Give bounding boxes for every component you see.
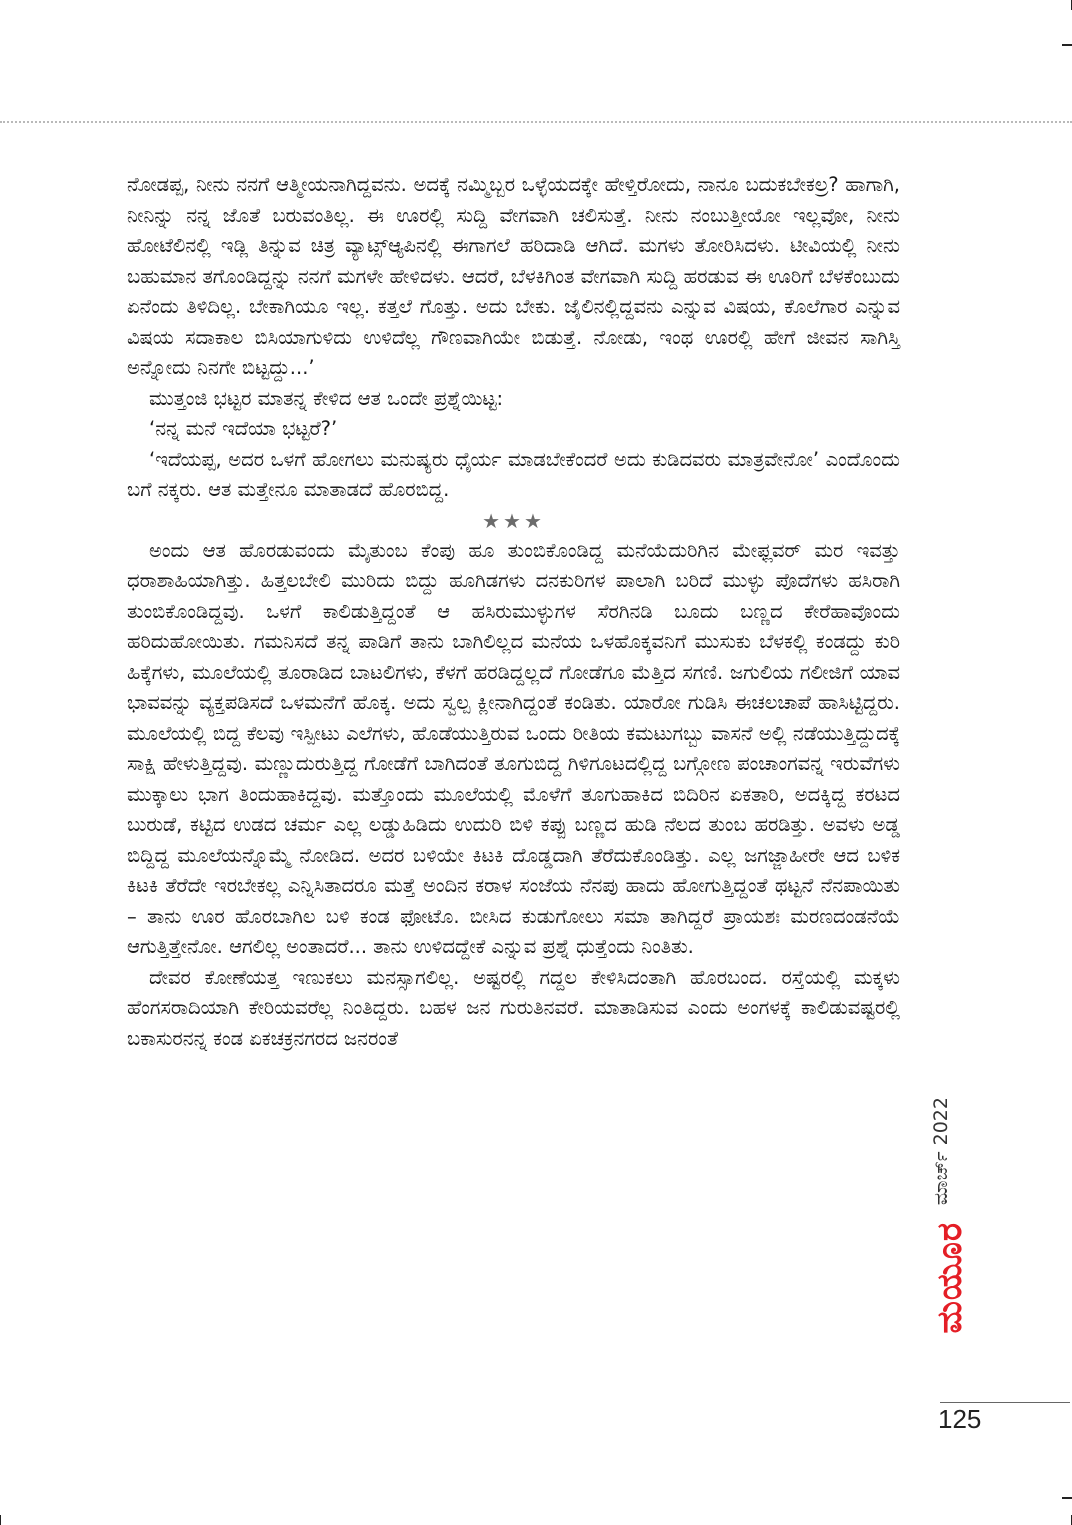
crop-mark-bottom-left (0, 1515, 1, 1525)
page-number-rule (940, 1402, 1070, 1403)
crop-mark-right-upper (1062, 44, 1072, 46)
paragraph-house-description: ಅಂದು ಆತ ಹೊರಡುವಂದು ಮೈತುಂಬ ಕೆಂಪು ಹೂ ತುಂಬಿಕೊಂಡಿದ್ದ ಮನೆಯೆದುರಿಗಿನ ಮೇಫ್ಲವರ್ ಮರ ಇವತ್ತು ಧರಾಶಾಹಿಯಾಗಿತ್ತು. ಹಿತ್ತಲಬೇಲಿ ಮುರಿದು ಬಿದ್ದು ಹೂಗಿಡಗಳು ದನಕುರಿಗಳ ಪಾಲಾಗಿ ಬರಿದೆ ಮುಳ್ಳು ಪೊದೆಗಳು ಹಸಿರಾಗಿ ತುಂಬಿಕೊಂಡಿದ್ದವು. ಒಳಗೆ ಕಾಲಿಡುತ್ತಿದ್ದಂತೆ ಆ ಹಸಿರುಮುಳ್ಳುಗಳ ಸೆರಗಿನಡಿ ಬೂದು ಬಣ್ಣದ ಕೇರೆಹಾವೊಂದು ಹರಿದುಹೋಯಿತು. ಗಮನಿಸದೆ ತನ್ನ ಪಾಡಿಗೆ ತಾನು ಬಾಗಿಲಿಲ್ಲದ ಮನೆಯ ಒಳಹೊಕ್ಕವನಿಗೆ ಮುಸುಕು ಬೆಳಕಲ್ಲಿ ಕಂಡದ್ದು ಕುರಿ ಹಿಕ್ಕೆಗಳು, ಮೂಲೆಯಲ್ಲಿ ತೂರಾಡಿದ ಬಾಟಲಿಗಳು, ಕೆಳಗೆ ಹರಡಿದ್ದಲ್ಲದೆ ಗೋಡೆಗೂ ಮೆತ್ತಿದ ಸಗಣಿ. ಜಗುಲಿಯ ಗಲೀಜಿಗೆ ಯಾವ ಭಾವವನ್ನು ವ್ಯಕ್ತಪಡಿಸದೆ ಒಳಮನೆಗೆ ಹೊಕ್ಕ. ಅದು ಸ್ವಲ್ಪ ಕ್ಲೀನಾಗಿದ್ದಂತೆ ಕಂಡಿತು. ಯಾರೋ ಗುಡಿಸಿ ಈಚಲಚಾಪೆ ಹಾಸಿಟ್ಟಿದ್ದರು. ಮೂಲೆಯಲ್ಲಿ ಬಿದ್ದ ಕೆಲವು ಇಸ್ಪೀಟು ಎಲೆಗಳು, ಹೊಡೆಯುತ್ತಿರುವ ಒಂದು ರೀತಿಯ ಕಮಟುಗಬ್ಬು ವಾಸನೆ ಅಲ್ಲಿ ನಡೆಯುತ್ತಿದ್ದುದಕ್ಕೆ ಸಾಕ್ಷಿ ಹೇಳುತ್ತಿದ್ದವು. ಮಣ್ಣುದುರುತ್ತಿದ್ದ ಗೋಡೆಗೆ ಬಾಗಿದಂತೆ ತೂಗುಬಿದ್ದ ಗಿಳಿಗೂಟದಲ್ಲಿದ್ದ ಬಗ್ಗೋಣ ಪಂಚಾಂಗವನ್ನ ಇರುವೆಗಳು ಮುಕ್ಕಾಲು ಭಾಗ ತಿಂದುಹಾಕಿದ್ದವು. ಮತ್ತೊಂದು ಮೂಲೆಯಲ್ಲಿ ಮೊಳೆಗೆ ತೂಗುಹಾಕಿದ ಬಿದಿರಿನ ಏಕತಾರಿ, ಅದಕ್ಕಿದ್ದ ಕರಟದ ಬುರುಡೆ, ಕಟ್ಟಿದ ಉಡದ ಚರ್ಮ ಎಲ್ಲ ಲಡ್ಡುಹಿಡಿದು ಉದುರಿ ಬಿಳಿ ಕಪ್ಪು ಬಣ್ಣದ ಹುಡಿ ನೆಲದ ತುಂಬ ಹರಡಿತ್ತು. ಅವಳು ಅಡ್ಡ ಬಿದ್ದಿದ್ದ ಮೂಲೆಯನ್ನೊಮ್ಮೆ ನೋಡಿದ. ಅದರ ಬಳಿಯೇ ಕಿಟಕಿ ದೊಡ್ಡದಾಗಿ ತೆರೆದುಕೊಂಡಿತ್ತು. ಎಲ್ಲ ಜಗಜ್ಜಾಹೀರೇ ಆದ ಬಳಿಕ ಕಿಟಕಿ ತೆರೆದೇ ಇರಬೇಕಲ್ಲ ಎನ್ನಿಸಿತಾದರೂ ಮತ್ತೆ ಅಂದಿನ ಕರಾಳ ಸಂಜೆಯ ನೆನಪು ಹಾದು ಹೋಗುತ್ತಿದ್ದಂತೆ ಥಟ್ಟನೆ ನೆನಪಾಯಿತು – ತಾನು ಊರ ಹೊರಬಾಗಿಲ ಬಳಿ ಕಂಡ ಫೋಟೊ. ಬೀಸಿದ ಕುಡುಗೋಲು ಸಮಾ ತಾಗಿದ್ದರೆ ಪ್ರಾಯಶಃ ಮರಣದಂಡನೆಯೆ ಆಗುತ್ತಿತ್ತೇನೋ. ಆಗಲಿಲ್ಲ ಅಂತಾದರೆ... ತಾನು ಉಳಿದದ್ದೇಕೆ ಎನ್ನುವ ಪ್ರಶ್ನೆ ಧುತ್ತೆಂದು ನಿಂತಿತು. (127, 538, 900, 958)
paragraph-question-intro: ಮುತ್ತಂಜಿ ಭಟ್ಟರ ಮಾತನ್ನ ಕೇಳಿದ ಆತ ಒಂದೇ ಪ್ರಶ್ನೆಯಿಟ್ಟ: (149, 386, 504, 410)
article-body (127, 170, 900, 1054)
crop-mark-right-lower (1062, 1497, 1072, 1499)
paragraph-reply: ‘ಇದೆಯಪ್ಪ, ಅದರ ಒಳಗೆ ಹೋಗಲು ಮನುಷ್ಯರು ಧೈರ್ಯ ಮಾಡಬೇಕೆಂದರೆ ಅದು ಕುಡಿದವರು ಮಾತ್ರವೇನೋ’ ಎಂದೊಂದು ಬಗೆ ನಕ್ಕರು. ಆತ ಮತ್ತೇನೂ ಮಾತಾಡದೆ ಹೊರಬಿದ್ದ. (127, 447, 900, 501)
paragraph-dialogue: ನೋಡಪ್ಪ, ನೀನು ನನಗೆ ಆತ್ಮೀಯನಾಗಿದ್ದವನು. ಅದಕ್ಕೆ ನಮ್ಮಿಬ್ಬರ ಒಳ್ಳೆಯದಕ್ಕೇ ಹೇಳ್ತಿರೋದು, ನಾನೂ ಬದುಕಬೇಕಲ್ರ? ಹಾಗಾಗಿ, ನೀನಿನ್ನು ನನ್ನ ಜೊತೆ ಬರುವಂತಿಲ್ಲ. ಈ ಊರಲ್ಲಿ ಸುದ್ದಿ ವೇಗವಾಗಿ ಚಲಿಸುತ್ತೆ. ನೀನು ನಂಬುತ್ತೀಯೋ ಇಲ್ಲವೋ, ನೀನು ಹೋಟೆಲಿನಲ್ಲಿ ಇಡ್ಲಿ ತಿನ್ನುವ ಚಿತ್ರ ವ್ಯಾಟ್ಸ್‌ಆ್ಯಪಿನಲ್ಲಿ ಈಗಾಗಲೆ ಹರಿದಾಡಿ ಆಗಿದೆ. ಮಗಳು ತೋರಿಸಿದಳು. ಟೀವಿಯಲ್ಲಿ ನೀನು ಬಹುಮಾನ ತಗೊಂಡಿದ್ದನ್ನು ನನಗೆ ಮಗಳೇ ಹೇಳಿದಳು. ಆದರೆ, ಬೆಳಕಿಗಿಂತ ವೇಗವಾಗಿ ಸುದ್ದಿ ಹರಡುವ ಈ ಊರಿಗೆ ಬೆಳಕೆಂಬುದು ಏನೆಂದು ತಿಳಿದಿಲ್ಲ. ಬೇಕಾಗಿಯೂ ಇಲ್ಲ. ಕತ್ತಲೆ ಗೊತ್ತು. ಅದು ಬೇಕು. ಜೈಲಿನಲ್ಲಿದ್ದವನು ಎನ್ನುವ ವಿಷಯ, ಕೊಲೆಗಾರ ಎನ್ನುವ ವಿಷಯ ಸದಾಕಾಲ ಬಿಸಿಯಾಗುಳಿದು ಉಳಿದೆಲ್ಲ ಗೌಣವಾಗಿಯೇ ಬಿಡುತ್ತೆ. ನೋಡು, ಇಂಥ ಊರಲ್ಲಿ ಹೇಗೆ ಜೀವನ ಸಾಗಿಸ್ತಿ ಅನ್ನೋದು ನಿನಗೇ ಬಿಟ್ಟದ್ದು...’ (127, 173, 900, 379)
magazine-logo: ಮಯೂರ (930, 1222, 970, 1334)
section-break-stars: ★★★ (482, 508, 545, 533)
paragraph-question: ‘ನನ್ನ ಮನೆ ಇದೆಯಾ ಭಟ್ಟರೆ?’ (149, 417, 338, 440)
header-dotted-rule (0, 121, 1072, 123)
page-number: 125 (938, 1404, 982, 1434)
paragraph-final: ದೇವರ ಕೋಣೆಯತ್ತ ಇಣುಕಲು ಮನಸ್ಸಾಗಲಿಲ್ಲ. ಅಷ್ಟರಲ್ಲಿ ಗದ್ದಲ ಕೇಳಿಸಿದಂತಾಗಿ ಹೊರಬಂದ. ರಸ್ತೆಯಲ್ಲಿ ಮಕ್ಕಳು ಹೆಂಗಸರಾದಿಯಾಗಿ ಕೇರಿಯವರೆಲ್ಲ ನಿಂತಿದ್ದರು. ಬಹಳ ಜನ ಗುರುತಿನವರೆ. ಮಾತಾಡಿಸುವ ಎಂದು ಅಂಗಳಕ್ಕೆ ಕಾಲಿಡುವಷ್ಟರಲ್ಲಿ ಬಕಾಸುರನನ್ನ ಕಂಡ ಏಕಚಕ್ರನಗರದ ಜನರಂತೆ (127, 965, 900, 1050)
magazine-side-label (930, 1097, 970, 1387)
issue-date: ಮಾರ್ಚ್ 2022 (930, 1097, 952, 1206)
